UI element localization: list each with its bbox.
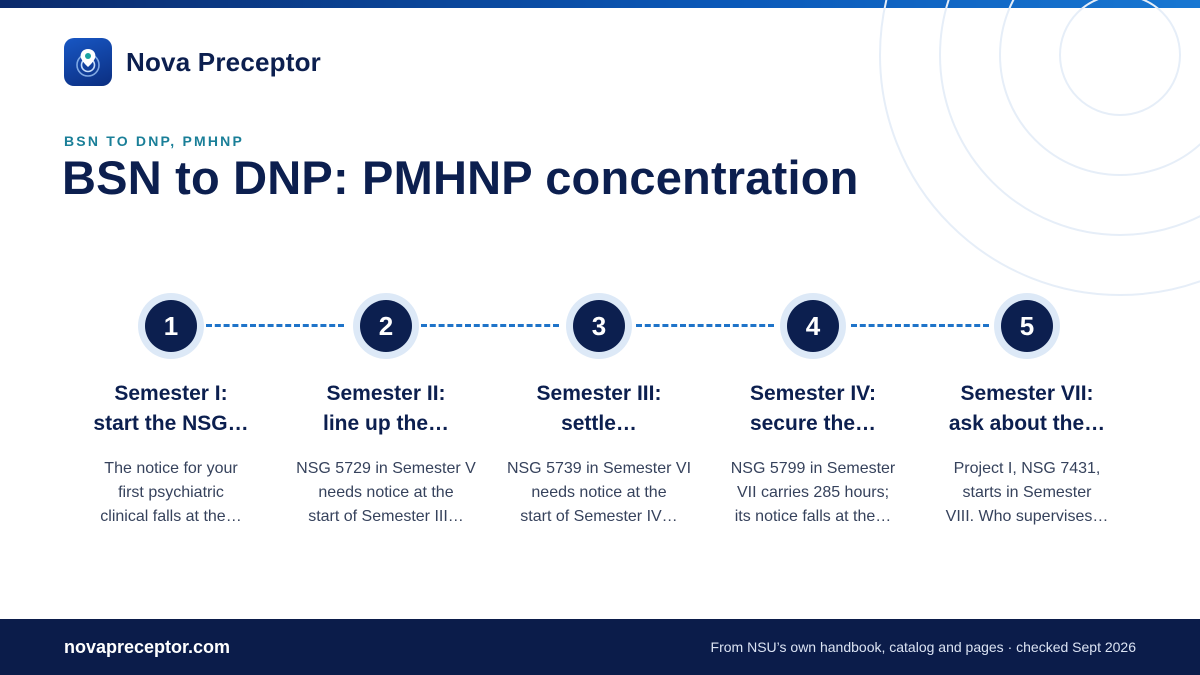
step-description [715,457,911,529]
footer-source-note: From NSU’s own handbook, catalog and pages · checked Sept 2026 [710,639,1136,655]
step-description-line: start of Semester IV… [520,508,678,525]
step-description [501,457,697,529]
step-number: 2 [360,300,412,352]
step-number: 1 [145,300,197,352]
step-badge [994,293,1060,359]
step-description-line: its notice falls at the… [734,508,892,525]
step-title-line: Semester II: [326,382,446,405]
step-4 [713,293,913,529]
step-badge [138,293,204,359]
step-title-line: Semester III: [536,382,662,405]
step-description-line: needs notice at the [318,484,454,501]
step-title-line: secure the… [749,412,877,435]
step-description-line: VII carries 285 hours; [736,484,890,501]
step-description-line: start of Semester III… [308,508,464,525]
step-description-line: needs notice at the [531,484,667,501]
step-number: 4 [787,300,839,352]
step-title [750,379,876,439]
step-3 [499,293,699,529]
step-title-line: ask about the… [948,412,1106,435]
step-badge [353,293,419,359]
step-5 [927,293,1127,529]
step-description-line: NSG 5729 in Semester V [296,460,476,477]
page-title: BSN to DNP: PMHNP concentration [62,151,859,204]
location-pin-icon [64,38,112,86]
step-number: 5 [1001,300,1053,352]
footer [0,619,1200,675]
step-title [93,379,248,439]
step-1 [71,293,271,529]
step-badge [780,293,846,359]
step-description-line: NSG 5739 in Semester VI [506,460,692,477]
step-title-line: line up the… [323,412,449,435]
step-2 [286,293,486,529]
eyebrow-label: BSN TO DNP, PMHNP [64,133,245,149]
step-description-line: first psychiatric [118,484,224,501]
brand[interactable] [64,38,321,86]
step-description-line: The notice for your [104,460,238,477]
step-title-line: start the NSG… [93,412,249,435]
step-description-line: clinical falls at the… [100,508,242,525]
step-title [323,379,449,439]
step-title [949,379,1105,439]
brand-name: Nova Preceptor [126,46,321,77]
step-title-line: settle… [561,412,637,435]
step-title [537,379,662,439]
step-number: 3 [573,300,625,352]
step-description [929,457,1125,529]
step-description-line: Project I, NSG 7431, [953,460,1101,477]
step-description [288,457,484,529]
step-description-line: starts in Semester [962,484,1092,501]
step-title-line: Semester VII: [960,382,1094,405]
step-title-line: Semester IV: [749,382,877,405]
step-description [73,457,269,529]
top-accent-bar [0,0,1200,8]
step-description-line: VIII. Who supervises… [945,508,1109,525]
step-badge [566,293,632,359]
step-description-line: NSG 5799 in Semester [730,460,896,477]
step-title-line: Semester I: [114,382,228,405]
footer-site-link[interactable]: novapreceptor.com [64,637,231,657]
